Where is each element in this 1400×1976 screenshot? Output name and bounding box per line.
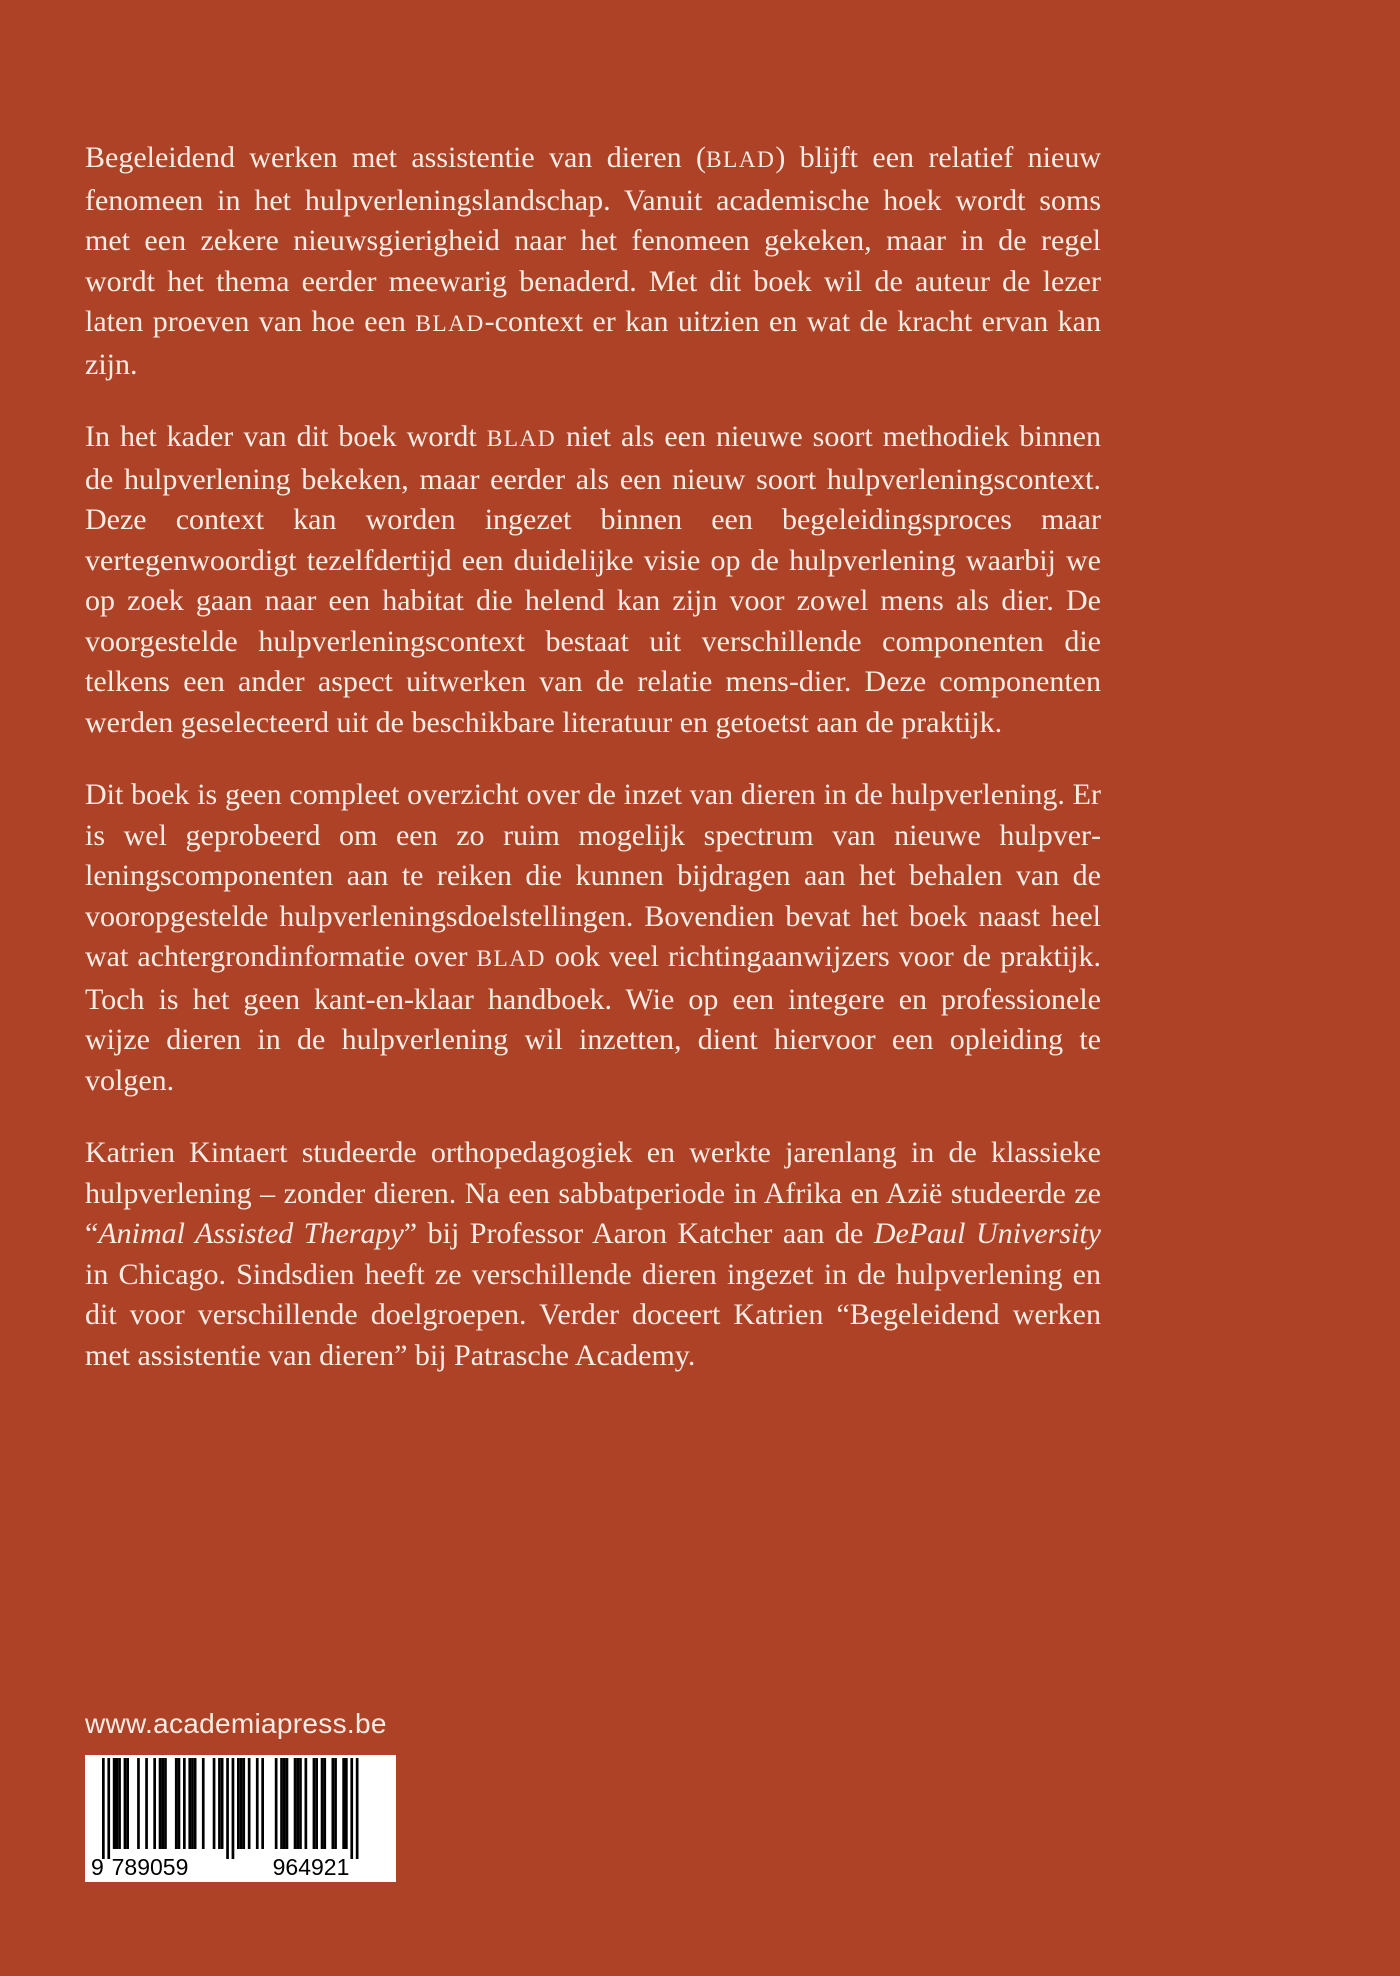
- scope-paragraph: [85, 775, 1101, 1101]
- author-bio-paragraph: [85, 1133, 1101, 1376]
- barcode-bar: [242, 1758, 245, 1849]
- barcode-bar: [313, 1758, 316, 1849]
- barcode-bar: [323, 1758, 326, 1849]
- barcode-guard-bar: [102, 1758, 105, 1859]
- barcode-bars: [102, 1758, 359, 1859]
- abbreviation-blad: BLAD: [415, 311, 485, 337]
- barcode-guard-bar: [350, 1758, 353, 1859]
- barcode-guard-bar: [232, 1758, 235, 1859]
- barcode-bar: [145, 1758, 148, 1849]
- barcode-bar: [221, 1758, 224, 1849]
- barcode-bar: [164, 1758, 167, 1849]
- barcode-bar: [178, 1758, 181, 1849]
- barcode-bar: [315, 1758, 318, 1849]
- barcode-bar: [240, 1758, 243, 1849]
- barcode-bar: [183, 1758, 186, 1849]
- barcode-bar: [213, 1758, 216, 1849]
- barcode-bar: [194, 1758, 197, 1849]
- barcode-bar: [296, 1758, 299, 1849]
- barcode-bar: [118, 1758, 121, 1849]
- barcode-bar: [159, 1758, 162, 1849]
- abbreviation-blad: BLAD: [706, 147, 776, 173]
- back-cover-text: [85, 138, 1101, 1408]
- barcode-bar: [261, 1758, 264, 1849]
- barcode-bar: [342, 1758, 345, 1849]
- text-segment: ook veel richtingaanwijzers voor de praktijk. Toch is het geen kant-en-klaar handboek. Wie op een integere en professionele wijze dieren in de hulpverlening wil inzetten, dient hiervoor een opleiding te volgen.: [85, 940, 1101, 1097]
- abbreviation-blad: BLAD: [476, 946, 546, 972]
- barcode-bar: [188, 1758, 191, 1849]
- isbn-barcode: [85, 1755, 396, 1882]
- barcode-guard-bar: [107, 1758, 110, 1859]
- text-segment: Dit boek is geen compleet overzicht over de inzet van dieren in de hulpverlening. Er is wel geprobeerd om een zo ruim mogelijk spectrum van nieuwe hulpverleningscomponenten aan te reiken die kunnen bijdragen aan het behalen van de vooropgestelde hulpverleningsdoelstellingen. Bovendien bevat het boek naast heel wat achtergrondinformatie over: [85, 778, 1101, 973]
- barcode-bar: [137, 1758, 140, 1849]
- barcode-digits-right: 964921: [272, 1854, 350, 1880]
- barcode-bar: [275, 1758, 278, 1849]
- text-segment: In het kader van dit boek wordt: [85, 420, 487, 453]
- barcode-bar: [126, 1758, 129, 1849]
- barcode-bar: [334, 1758, 337, 1849]
- barcode-bar: [218, 1758, 221, 1849]
- barcode-bar: [283, 1758, 286, 1849]
- text-segment: in Chicago. Sindsdien heeft ze verschillende dieren ingezet in de hulpverlening en dit voor verschillende doelgroepen. Verder doceert Katrien “Begeleidend werken met assistentie van dieren” bij Patrasche Academy.: [85, 1257, 1101, 1372]
- barcode-graphic: [85, 1755, 396, 1882]
- barcode-bar: [124, 1758, 127, 1849]
- barcode-bar: [113, 1758, 116, 1849]
- barcode-bar: [153, 1758, 156, 1849]
- barcode-bar: [161, 1758, 164, 1849]
- barcode-guard-bar: [356, 1758, 359, 1859]
- barcode-bar: [191, 1758, 194, 1849]
- text-segment: ) blijft een relatief nieuw fenomeen in het hulpverleningslandschap. Vanuit academische hoek wordt soms met een zekere nieuwsgierigheid naar het fenomeen gekeken, maar in de regel wordt het thema eerder meewarig benaderd. Met dit boek wil de auteur de lezer laten proeven van hoe een: [85, 141, 1101, 338]
- barcode-bar: [345, 1758, 348, 1849]
- barcode-bar: [305, 1758, 308, 1849]
- text-segment: ” bij Professor Aaron Katcher aan de: [403, 1217, 874, 1250]
- barcode-bar: [280, 1758, 283, 1849]
- barcode-bar: [237, 1758, 240, 1849]
- barcode-bar: [202, 1758, 205, 1849]
- text-segment: Begeleidend werken met assistentie van dieren (: [85, 141, 707, 174]
- barcode-guard-bar: [226, 1758, 229, 1859]
- text-segment: Katrien Kintaert studeerde orthopedagogiek en werkte jarenlang in de klassieke hulpverlening – zonder dieren. Na een sabbatperiode in Afrika en Azië studeerde ze “: [85, 1136, 1101, 1250]
- text-segment: -context er kan uitzien en wat de kracht ervan kan zijn.: [85, 305, 1101, 381]
- abbreviation-blad: BLAD: [486, 426, 556, 452]
- text-segment: niet als een nieuwe soort methodiek binnen de hulpverlening bekeken, maar eerder als een nieuw soort hulpverleningscontext. Deze context kan worden ingezet binnen een begeleidingsproces maar vertegenwoordigt tezelfdertijd een duidelijke visie op de hulpverlening waarbij we op zoek gaan naar een habitat die helend kan zijn voor zowel mens als dier. De voorgestelde hulpverleningscontext bestaat uit verschillende componenten die telkens een ander aspect uitwerken van de relatie mens-dier. Deze componenten werden geselecteerd uit de beschikbare literatuur en getoetst aan de praktijk.: [85, 420, 1101, 739]
- intro-paragraph: [85, 138, 1101, 385]
- barcode-bar: [175, 1758, 178, 1849]
- publisher-url: www.academiapress.be: [85, 1708, 387, 1739]
- barcode-bar: [256, 1758, 259, 1849]
- barcode-bar: [299, 1758, 302, 1849]
- barcode-bar: [321, 1758, 324, 1849]
- barcode-bar: [294, 1758, 297, 1849]
- italic-title: Animal Assisted Therapy: [98, 1217, 404, 1250]
- context-paragraph: [85, 417, 1101, 743]
- barcode-bar: [248, 1758, 251, 1849]
- barcode-digits-left: 789059: [111, 1854, 189, 1880]
- italic-title: DePaul University: [873, 1217, 1101, 1250]
- barcode-bar: [332, 1758, 335, 1849]
- barcode-bar: [116, 1758, 119, 1849]
- barcode-bar: [286, 1758, 289, 1849]
- barcode-digit-lead: 9: [91, 1854, 104, 1880]
